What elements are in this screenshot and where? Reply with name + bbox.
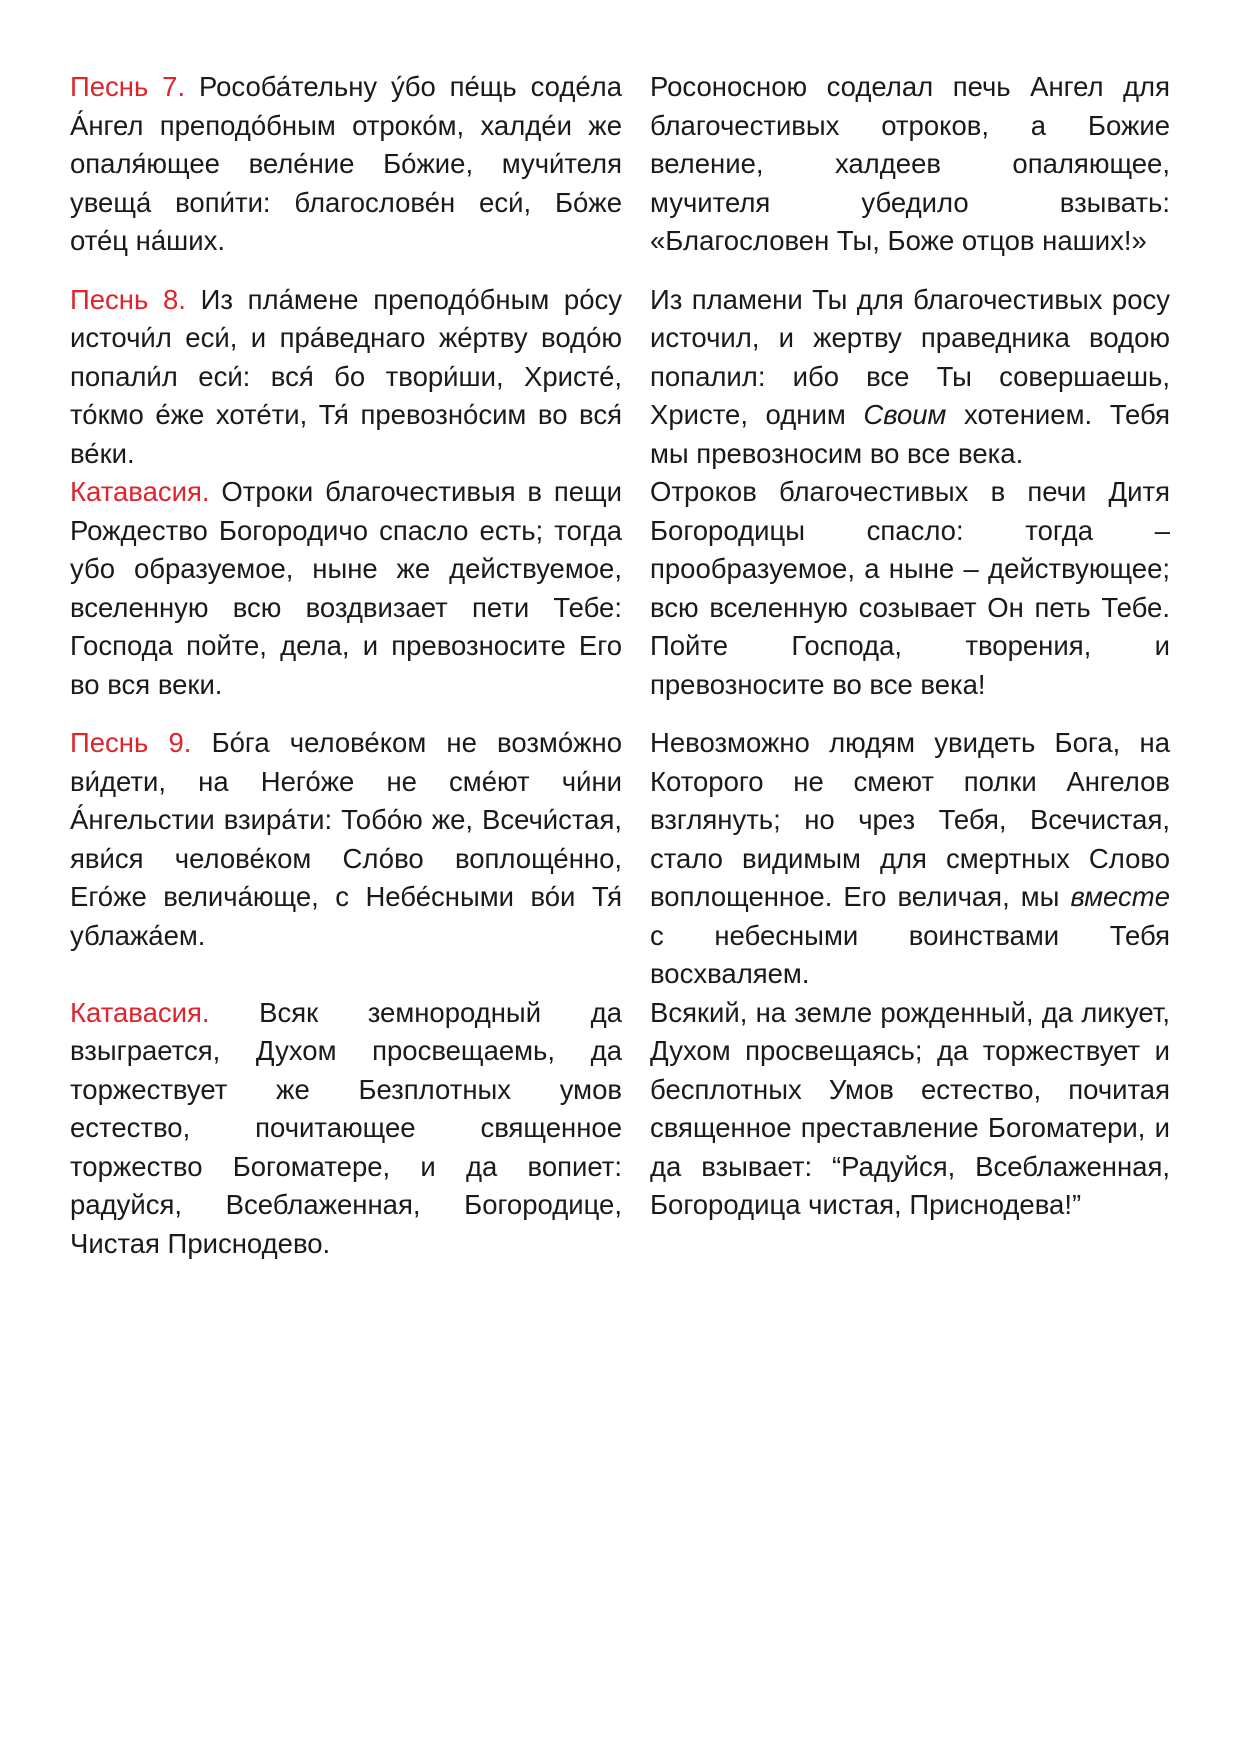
church-slavonic-text [70, 724, 622, 994]
section-label: Песнь 7. [70, 71, 186, 102]
russian-translation: Росоносною соделал печь Ангел для благочестивых отроков, а Божие веление, халдеев опаляющее, мучителя убедило взывать: «Благословен Ты, Боже отцов наших!» [650, 71, 1170, 256]
document-page [70, 68, 1170, 1263]
section-label: Песнь 9. [70, 727, 192, 758]
section-label: Катавасия. [70, 996, 210, 1028]
russian-translation: Из пламени Ты для благочестивых росу источил, и жертву праведника водою попалил: ибо все Ты совершаешь, Христе, одним Своим хотением. Тебя мы превозносим во все века. [650, 283, 1170, 469]
section-katavasia-8 [70, 473, 1170, 704]
section-text: Из пла́мене преподо́бным ро́су источи́л еси́, и пра́веднаго же́ртву водо́ю попали́л еси́: вся́ бо твори́ши, Христе́, то́кмо е́же хоте́ти, Тя́ превозно́сим во вся́ ве́ки. [70, 283, 623, 469]
section-text: Отроки благочестивыя в пещи Рождество Богородичо спасло есть; тогда убо образуемое, ныне же действуемое, вселенную всю воздвизает пети Тебе: Господа пойте, дела, и превозносите Его во вся веки. [70, 476, 622, 700]
section-pesn-8 [70, 281, 1170, 474]
russian-translation: Всякий, на земле рожденный, да ликует, Духом просвещаясь; да торжествует и бесплотных Умов естество, почитая священное преставление Богоматери, и да взывает: “Радуйся, Всеблаженная, Богородица чистая, Приснодева!” [650, 996, 1170, 1220]
church-slavonic-text [70, 281, 622, 474]
section-text: Всяк земнородный да взыграется, Духом просвещаемь, да торжествует же Безплотных умов естество, почитающее священное торжество Богоматере, и да вопиет: радуйся, Всеблаженная, Богородице, Чистая Приснодево. [70, 996, 622, 1259]
russian-translation: Невозможно людям увидеть Бога, на Которого не смеют полки Ангелов взглянуть; но чрез Тебя, Всечистая, стало видимым для смертных Слово воплощенное. Его величая, мы вместе с небесными воинствами Тебя восхваляем. [650, 727, 1170, 989]
church-slavonic-text [70, 473, 622, 704]
section-text: Бо́га челове́ком не возмо́жно ви́дети, на Него́же не сме́ют чи́ни А́нгельстии взира́ти: Тобо́ю же, Всечи́стая, яви́ся челове́ком Сло́во воплоще́нно, Его́же велича́юще, с Небе́сными во́и Тя́ ублажа́ем. [70, 727, 623, 951]
russian-translation: Отроков благочестивых в печи Дитя Богородицы спасло: тогда – прообразуемое, а ныне – действующее; всю вселенную созывает Он петь Тебе. Пойте Господа, творения, и превозносите во все века! [650, 476, 1170, 700]
section-text: Рособа́тельну у́бо пе́щь соде́ла А́нгел преподо́бным отроко́м, халде́и же опаля́ющее веле́ние Бо́жие, мучи́теля увеща́ вопи́ти: благослове́н еси́, Бо́же оте́ц на́ших. [70, 71, 623, 256]
church-slavonic-text [70, 68, 622, 261]
section-pesn-7 [70, 68, 1170, 261]
church-slavonic-text [70, 994, 622, 1264]
section-label: Катавасия. [70, 476, 210, 507]
section-katavasia-9 [70, 994, 1170, 1264]
italic-word: Своим [863, 399, 947, 430]
section-label: Песнь 8. [70, 283, 186, 315]
italic-word: вместе [1070, 881, 1170, 912]
section-pesn-9 [70, 724, 1170, 994]
